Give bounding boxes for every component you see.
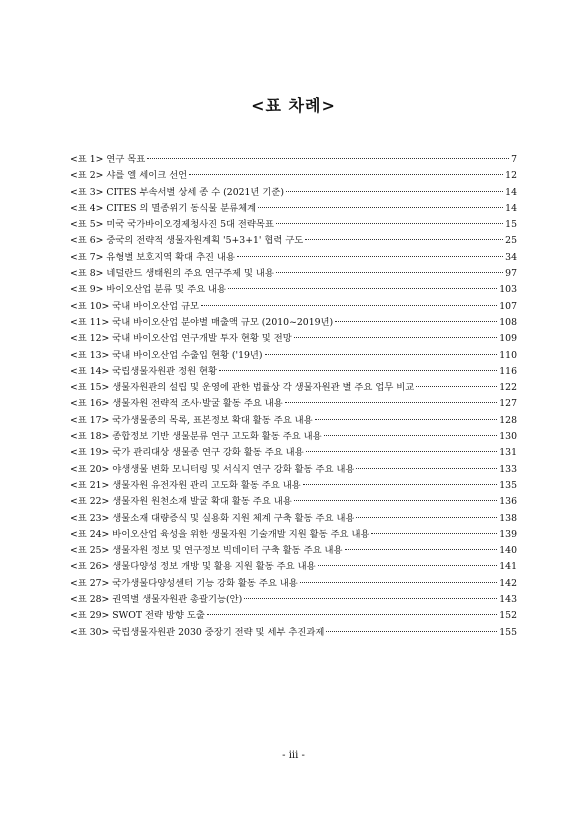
toc-entry[interactable] [70, 282, 517, 298]
toc-entry-page: 25 [505, 235, 517, 247]
toc-entry-page: 136 [499, 496, 517, 508]
toc-entry-label: <표 23> 생물소재 대량증식 및 실용화 지원 체계 구축 활동 주요 내용 [70, 512, 355, 524]
toc-entry[interactable] [70, 348, 517, 364]
toc-entry-page: 97 [505, 268, 517, 280]
dot-leader [276, 272, 503, 273]
toc-entry-label: <표 10> 국내 바이오산업 규모 [70, 300, 200, 312]
dot-leader [276, 223, 503, 224]
toc-entry-label: <표 28> 권역별 생물자원관 총괄기능(안) [70, 594, 243, 606]
dot-leader [201, 305, 497, 306]
toc-entry-page: 12 [505, 170, 517, 182]
toc-entry-label: <표 24> 바이오산업 육성을 위한 생물자원 기술개발 지원 활동 주요 내용 [70, 528, 370, 540]
dot-leader [345, 549, 498, 550]
toc-entry[interactable] [70, 250, 517, 266]
toc-entry-page: 142 [499, 577, 517, 589]
dot-leader [305, 239, 503, 240]
toc-entry-label: <표 3> CITES 부속서별 상세 종 수 (2021년 기준) [70, 186, 284, 198]
toc-entry[interactable] [70, 543, 517, 559]
toc-entry-label: <표 6> 중국의 전략적 생물자원계획 '5+3+1' 협력 구도 [70, 235, 304, 247]
toc-entry-page: 152 [499, 610, 517, 622]
toc-entry-page: 143 [499, 594, 517, 606]
dot-leader [326, 631, 497, 632]
toc-entry[interactable] [70, 625, 517, 641]
toc-entry[interactable] [70, 315, 517, 331]
toc-entry-label: <표 11> 국내 바이오산업 분야별 매출액 규모 (2010~2019년) [70, 316, 334, 328]
toc-entry-page: 34 [505, 251, 517, 263]
toc-entry-page: 140 [499, 545, 517, 557]
dot-leader [318, 565, 498, 566]
toc-entry-label: <표 15> 생물자원관의 설립 및 운영에 관한 법률상 각 생물자원관 별 주요 업무 비교 [70, 382, 415, 394]
dot-leader [300, 582, 498, 583]
toc-entry-label: <표 7> 유형별 보호지역 확대 추진 내용 [70, 251, 235, 263]
toc-entry-label: <표 13> 국내 바이오산업 수출입 현황 ('19년) [70, 349, 263, 361]
toc-entry-page: 108 [499, 316, 517, 328]
toc-entry[interactable] [70, 413, 517, 429]
toc-entry[interactable] [70, 217, 517, 233]
dot-leader [356, 468, 497, 469]
toc-entry-page: 130 [499, 431, 517, 443]
toc-entry-page: 109 [499, 333, 517, 345]
toc-entry[interactable] [70, 608, 517, 624]
toc-entry-page: 139 [499, 528, 517, 540]
toc-entry-page: 127 [499, 398, 517, 410]
toc-entry[interactable] [70, 511, 517, 527]
dot-leader [306, 451, 498, 452]
dot-leader [237, 256, 503, 257]
toc-entry-page: 14 [505, 202, 517, 214]
page-title: <표 차례> [251, 96, 336, 115]
toc-entry-page: 141 [499, 561, 517, 573]
toc-entry-label: <표 17> 국가생물종의 목록, 표본정보 확대 활동 주요 내용 [70, 414, 313, 426]
table-of-tables [70, 152, 517, 641]
toc-entry-page: 107 [499, 300, 517, 312]
toc-entry-page: 15 [505, 219, 517, 231]
toc-entry[interactable] [70, 201, 517, 217]
toc-entry[interactable] [70, 152, 517, 168]
dot-leader [371, 533, 497, 534]
toc-entry-page: 135 [499, 479, 517, 491]
toc-entry[interactable] [70, 185, 517, 201]
toc-entry[interactable] [70, 266, 517, 282]
toc-entry-label: <표 22> 생물자원 원천소재 발굴 확대 활동 주요 내용 [70, 496, 292, 508]
dot-leader [258, 207, 503, 208]
dot-leader [265, 354, 498, 355]
toc-entry[interactable] [70, 527, 517, 543]
toc-entry-page: 103 [499, 284, 517, 296]
toc-entry[interactable] [70, 396, 517, 412]
toc-entry-page: 116 [499, 365, 517, 377]
toc-entry[interactable] [70, 576, 517, 592]
dot-leader [356, 517, 497, 518]
toc-entry-page: 122 [499, 382, 517, 394]
toc-entry-label: <표 25> 생물자원 정보 및 연구정보 빅데이터 구축 활동 주요 내용 [70, 545, 343, 557]
toc-entry-label: <표 16> 생물자원 전략적 조사·발굴 활동 주요 내용 [70, 398, 283, 410]
toc-entry-label: <표 29> SWOT 전략 방향 도출 [70, 610, 205, 622]
toc-entry-label: <표 26> 생물다양성 정보 개방 및 활용 지원 활동 주요 내용 [70, 561, 316, 573]
toc-entry-page: 14 [505, 186, 517, 198]
toc-entry-page: 110 [499, 349, 517, 361]
toc-entry[interactable] [70, 168, 517, 184]
toc-entry-label: <표 20> 야생생물 변화 모니터링 및 서식지 연구 강화 활동 주요 내용 [70, 463, 355, 475]
toc-entry[interactable] [70, 445, 517, 461]
dot-leader [294, 500, 498, 501]
toc-entry-page: 7 [511, 154, 517, 165]
toc-entry[interactable] [70, 364, 517, 380]
toc-entry-label: <표 1> 연구 목표 [70, 154, 146, 165]
dot-leader [335, 321, 497, 322]
dot-leader [285, 402, 498, 403]
toc-entry[interactable] [70, 559, 517, 575]
toc-entry-label: <표 14> 국립생물자원관 정원 현황 [70, 365, 217, 377]
dot-leader [244, 598, 497, 599]
toc-entry[interactable] [70, 478, 517, 494]
toc-entry[interactable] [70, 331, 517, 347]
toc-entry[interactable] [70, 380, 517, 396]
dot-leader [189, 174, 503, 175]
toc-entry-label: <표 4> CITES 의 멸종위기 동식물 분류체계 [70, 202, 257, 214]
toc-entry[interactable] [70, 494, 517, 510]
dot-leader [147, 158, 509, 159]
toc-entry-label: <표 12> 국내 바이오산업 연구개발 투자 현황 및 전망 [70, 333, 292, 345]
dot-leader [294, 337, 498, 338]
dot-leader [207, 614, 497, 615]
toc-entry-label: <표 27> 국가생물다양성센터 기능 강화 활동 주요 내용 [70, 577, 298, 589]
toc-entry-label: <표 18> 종합정보 기반 생물분류 연구 고도화 활동 주요 내용 [70, 431, 322, 443]
toc-entry[interactable] [70, 233, 517, 249]
toc-entry-label: <표 30> 국립생물자원관 2030 중장기 전략 및 세부 추진과제 [70, 626, 325, 638]
toc-entry-label: <표 2> 샤를 엘 세이크 선언 [70, 170, 188, 182]
toc-entry-label: <표 8> 네덜란드 생태원의 주요 연구주제 및 내용 [70, 268, 274, 280]
dot-leader [219, 370, 497, 371]
dot-leader [324, 435, 498, 436]
dot-leader [416, 386, 497, 387]
page-number: - iii - [282, 750, 305, 761]
dot-leader [228, 288, 497, 289]
toc-entry[interactable] [70, 429, 517, 445]
dot-leader [286, 191, 503, 192]
toc-entry-page: 128 [499, 414, 517, 426]
toc-entry-label: <표 19> 국가 관리대상 생물종 연구 강화 활동 주요 내용 [70, 447, 304, 459]
toc-entry-label: <표 9> 바이오산업 분류 및 주요 내용 [70, 284, 226, 296]
toc-entry[interactable] [70, 592, 517, 608]
dot-leader [315, 419, 498, 420]
toc-entry-page: 133 [499, 463, 517, 475]
toc-entry-page: 131 [499, 447, 517, 459]
toc-entry-page: 155 [499, 626, 517, 638]
toc-entry-label: <표 5> 미국 국가바이오경제청사진 5대 전략목표 [70, 219, 274, 231]
dot-leader [303, 484, 498, 485]
toc-entry[interactable] [70, 462, 517, 478]
toc-entry-page: 138 [499, 512, 517, 524]
toc-entry[interactable] [70, 299, 517, 315]
toc-entry-label: <표 21> 생물자원 유전자원 관리 고도화 활동 주요 내용 [70, 479, 301, 491]
